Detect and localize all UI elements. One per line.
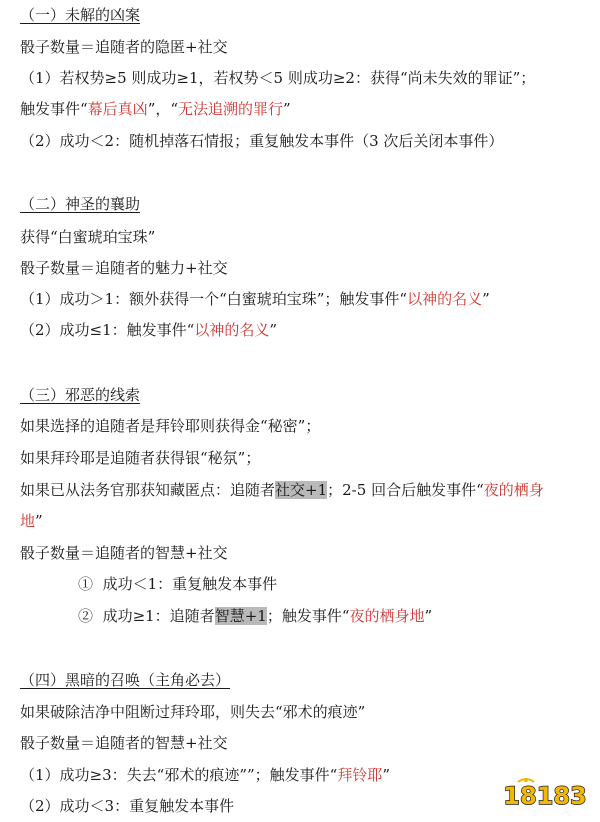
text-span: 成功≥1：追随者 (102, 607, 215, 625)
event-name: 以神的名义 (407, 290, 483, 308)
section-3-title: （三）邪恶的线索 (20, 386, 141, 404)
section-2-heading (20, 194, 140, 214)
section-3-condition-3 (20, 480, 544, 500)
text-span: （1）成功≥3：失去“邪术的痕迹””；触发事件“ (20, 766, 338, 784)
section-2-result-2 (20, 320, 277, 340)
section-2-title: （二）神圣的襄助 (20, 195, 141, 213)
event-name: 夜的栖身地 (349, 607, 425, 625)
text-span: 成功＜1：重复触发本事件 (102, 575, 278, 593)
site-logo-text: 18183 (503, 782, 587, 810)
text-span: ” (482, 290, 490, 308)
event-name-cont: 地 (20, 512, 36, 530)
section-1-result-1-events (20, 99, 291, 119)
text-span: ”，“ (147, 100, 179, 118)
event-name: 夜的栖身 (483, 481, 544, 499)
outcome-number: ② (78, 607, 94, 625)
section-3-heading (20, 385, 140, 405)
text-span: ” (424, 607, 433, 625)
site-logo (498, 776, 592, 812)
text-span: （1）成功＞1：额外获得一个“白蜜琥珀宝珠”；触发事件“ (20, 290, 408, 308)
text-span: ；2-5 回合后触发事件“ (327, 481, 484, 499)
text-span: ” (269, 321, 278, 339)
text-span: （2）成功≤1：触发事件“ (20, 321, 195, 339)
section-4-dice: 骰子数量＝追随者的智慧+社交 (20, 734, 228, 752)
section-4-result-1 (20, 765, 390, 785)
text-span: 如果已从法务官那获知藏匿点：追随者 (20, 481, 276, 499)
highlighted-stat: 社交+1 (275, 481, 328, 499)
section-3-dice: 骰子数量＝追随者的智慧+社交 (20, 544, 228, 562)
section-1-result-2: （2）成功＜2：随机掉落石情报；重复触发本事件（3 次后关闭本事件） (20, 132, 504, 150)
section-4-title: （四）黑暗的召唤（主角必去） (20, 671, 231, 689)
section-1-result-1: （1）若权势≥5 则成功≥1，若权势＜5 则成功≥2：获得“尚未失效的罪证”； (20, 69, 536, 87)
section-3-condition-3-cont (20, 511, 43, 531)
section-1-heading (20, 5, 140, 25)
event-name: 拜铃耶 (337, 766, 383, 784)
section-4-heading (20, 670, 230, 690)
section-2-result-1 (20, 289, 490, 309)
section-1-dice: 骰子数量＝追随者的隐匿+社交 (20, 38, 228, 56)
section-3-condition-1: 如果选择的追随者是拜铃耶则获得金“秘密”； (20, 417, 321, 435)
section-1-title: （一）未解的凶案 (20, 6, 141, 24)
text-span: ” (382, 766, 391, 784)
section-3-outcome-1 (78, 574, 277, 594)
outcome-number: ① (78, 575, 94, 593)
section-2-gain: 获得“白蜜琥珀宝珠” (20, 228, 156, 246)
event-name: 无法追溯的罪行 (178, 100, 284, 118)
highlighted-stat: 智慧+1 (214, 607, 267, 625)
text-span: ” (283, 100, 291, 118)
text-span: ；触发事件“ (266, 607, 350, 625)
section-3-condition-2: 如果拜玲耶是追随者获得银“秘氛”； (20, 449, 261, 467)
text-span: 触发事件“ (20, 100, 88, 118)
text-span: ” (35, 512, 43, 530)
section-4-result-2: （2）成功＜3：重复触发本事件 (20, 797, 235, 815)
section-2-dice: 骰子数量＝追随者的魅力+社交 (20, 259, 228, 277)
event-name: 幕后真凶 (87, 100, 148, 118)
section-3-outcome-2 (78, 606, 432, 626)
event-name: 以神的名义 (194, 321, 270, 339)
section-4-condition: 如果破除洁净中阻断过拜玲耶，则失去“邪术的痕迹” (20, 703, 366, 721)
